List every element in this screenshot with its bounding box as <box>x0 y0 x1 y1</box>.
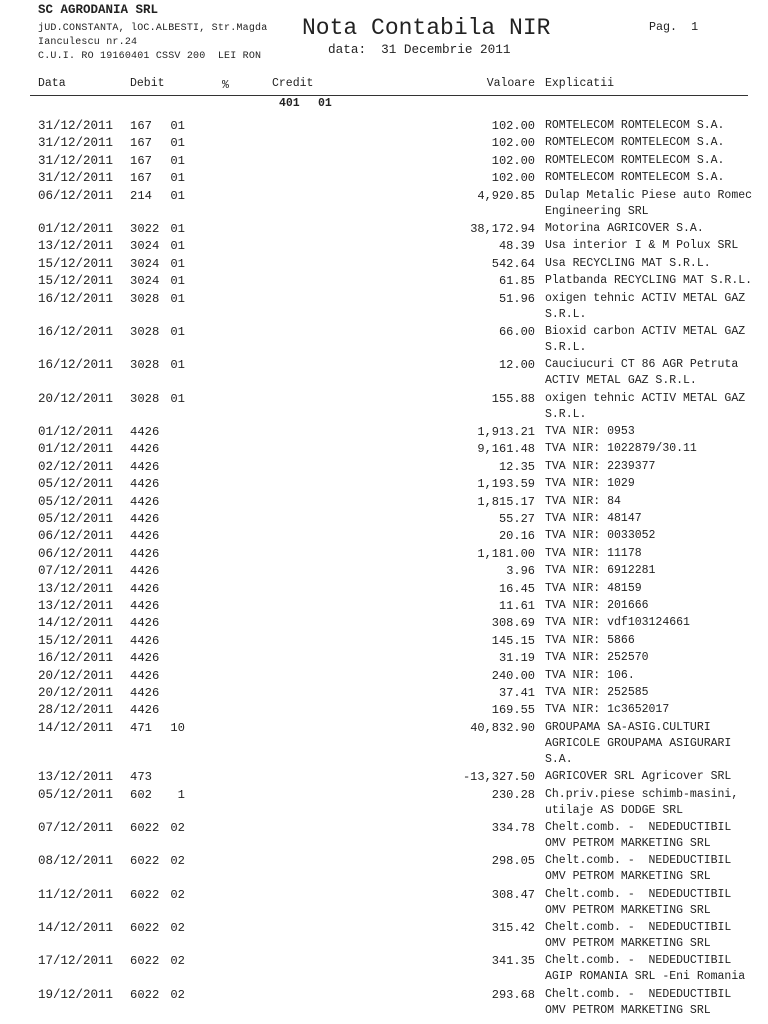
row-value: 315.42 <box>491 921 535 936</box>
row-explanation-line: Chelt.comb. - NEDEDUCTIBIL <box>545 954 732 968</box>
row-debit-account: 4426 <box>130 703 160 718</box>
row-debit-account: 4426 <box>130 616 160 631</box>
row-debit-analytic: 02 <box>170 987 185 1002</box>
row-value: 542.64 <box>491 256 535 271</box>
row-date: 13/12/2011 <box>38 239 114 254</box>
row-date: 28/12/2011 <box>38 703 114 718</box>
row-debit-analytic: 01 <box>170 171 185 186</box>
row-debit-analytic: 01 <box>170 324 185 339</box>
row-debit-account: 3022 <box>130 221 160 236</box>
document-date: 31 Decembrie 2011 <box>381 42 511 57</box>
row-explanation-line: Usa RECYCLING MAT S.R.L. <box>545 256 711 270</box>
table-row <box>0 853 768 886</box>
row-debit-account: 167 <box>130 153 152 168</box>
row-explanation-line: OMV PETROM MARKETING SRL <box>545 903 711 917</box>
row-value: 51.96 <box>498 291 535 306</box>
row-debit-account: 214 <box>130 188 152 203</box>
row-explanation <box>545 188 768 220</box>
table-body <box>0 118 768 1020</box>
row-debit-account: 3028 <box>130 358 160 373</box>
row-debit-account: 6022 <box>130 854 160 869</box>
row-explanation-line: TVA NIR: 2239377 <box>545 459 656 473</box>
row-explanation-line: TVA NIR: 201666 <box>545 598 649 612</box>
row-debit-account: 4426 <box>130 564 160 579</box>
row-explanation <box>545 615 768 631</box>
row-debit-analytic: 1 <box>177 787 185 802</box>
row-debit-analytic: 02 <box>170 820 185 835</box>
row-date: 14/12/2011 <box>38 921 114 936</box>
table-row <box>0 787 768 820</box>
row-explanation <box>545 118 768 134</box>
row-debit-analytic: 01 <box>170 256 185 271</box>
row-value: 11.61 <box>498 598 535 613</box>
row-debit-account: 4426 <box>130 685 160 700</box>
row-explanation <box>545 563 768 579</box>
row-explanation <box>545 238 768 254</box>
table-row <box>0 256 768 273</box>
row-explanation <box>545 920 768 952</box>
table-row <box>0 820 768 853</box>
row-explanation-line: GROUPAMA SA-ASIG.CULTURI <box>545 720 711 734</box>
row-date: 06/12/2011 <box>38 546 114 561</box>
row-value: 20.16 <box>498 529 535 544</box>
row-explanation <box>545 598 768 614</box>
row-debit-analytic: 01 <box>170 391 185 406</box>
row-explanation-line: TVA NIR: 106. <box>545 668 635 682</box>
table-row <box>0 391 768 424</box>
table-row <box>0 953 768 986</box>
table-row <box>0 668 768 685</box>
row-value: 55.27 <box>498 512 535 527</box>
row-explanation <box>545 391 768 423</box>
row-explanation-line: TVA NIR: 84 <box>545 494 621 508</box>
row-value: 145.15 <box>491 633 535 648</box>
row-explanation-line: Ch.priv.piese schimb-masini, <box>545 787 739 801</box>
row-explanation <box>545 820 768 852</box>
table-row <box>0 581 768 598</box>
row-explanation-line: ROMTELECOM ROMTELECOM S.A. <box>545 136 725 150</box>
row-explanation-line: TVA NIR: 1c3652017 <box>545 703 670 717</box>
row-value: 1,913.21 <box>477 425 535 440</box>
table-row <box>0 459 768 476</box>
row-debit-account: 3028 <box>130 391 160 406</box>
row-debit-account: 4426 <box>130 598 160 613</box>
row-explanation-line: Chelt.comb. - NEDEDUCTIBIL <box>545 854 732 868</box>
table-row <box>0 598 768 615</box>
row-debit-analytic: 02 <box>170 854 185 869</box>
row-date: 14/12/2011 <box>38 720 114 735</box>
table-row <box>0 424 768 441</box>
row-explanation-line: oxigen tehnic ACTIV METAL GAZ <box>545 391 746 405</box>
row-explanation-line: OMV PETROM MARKETING SRL <box>545 937 711 951</box>
row-explanation-line: Chelt.comb. - NEDEDUCTIBIL <box>545 820 732 834</box>
row-explanation <box>545 528 768 544</box>
row-explanation-line: ACTIV METAL GAZ S.R.L. <box>545 374 697 388</box>
row-date: 02/12/2011 <box>38 459 114 474</box>
row-date: 20/12/2011 <box>38 391 114 406</box>
row-explanation <box>545 685 768 701</box>
row-value: 293.68 <box>491 987 535 1002</box>
row-explanation-line: TVA NIR: 11178 <box>545 546 642 560</box>
row-value: 341.35 <box>491 954 535 969</box>
row-value: 16.45 <box>498 581 535 596</box>
row-value: 37.41 <box>498 685 535 700</box>
row-debit-analytic: 01 <box>170 358 185 373</box>
row-debit-analytic: 02 <box>170 954 185 969</box>
row-value: 240.00 <box>491 668 535 683</box>
row-explanation-line: AGRICOVER SRL Agricover SRL <box>545 770 732 784</box>
table-row <box>0 563 768 580</box>
row-date: 15/12/2011 <box>38 256 114 271</box>
row-explanation-line: S.R.L. <box>545 340 587 354</box>
row-debit-account: 3028 <box>130 291 160 306</box>
row-debit-account: 4426 <box>130 581 160 596</box>
row-debit-analytic: 01 <box>170 274 185 289</box>
row-value: 334.78 <box>491 820 535 835</box>
row-date: 05/12/2011 <box>38 512 114 527</box>
col-header-data: Data <box>38 77 66 90</box>
row-explanation <box>545 494 768 510</box>
row-date: 20/12/2011 <box>38 668 114 683</box>
row-explanation-line: Engineering SRL <box>545 204 649 218</box>
row-explanation <box>545 357 768 389</box>
table-row <box>0 118 768 135</box>
row-value: 298.05 <box>491 854 535 869</box>
row-explanation-line: TVA NIR: 1022879/30.11 <box>545 442 697 456</box>
row-debit-analytic: 01 <box>170 153 185 168</box>
row-value: 61.85 <box>498 274 535 289</box>
table-row <box>0 633 768 650</box>
row-explanation-line: Chelt.comb. - NEDEDUCTIBIL <box>545 921 732 935</box>
row-debit-analytic: 01 <box>170 188 185 203</box>
row-explanation-line: TVA NIR: vdf103124661 <box>545 616 690 630</box>
row-explanation <box>545 135 768 151</box>
row-debit-account: 4426 <box>130 651 160 666</box>
row-debit-account: 4426 <box>130 459 160 474</box>
row-explanation <box>545 546 768 562</box>
row-explanation-line: TVA NIR: 5866 <box>545 633 635 647</box>
row-explanation <box>545 291 768 323</box>
row-explanation <box>545 853 768 885</box>
table-row <box>0 357 768 390</box>
table-row <box>0 494 768 511</box>
table-row <box>0 511 768 528</box>
row-value: 102.00 <box>491 153 535 168</box>
credit-analytic: 01 <box>318 97 332 110</box>
row-date: 05/12/2011 <box>38 494 114 509</box>
row-debit-account: 471 <box>130 720 152 735</box>
row-explanation <box>545 953 768 985</box>
row-value: 102.00 <box>491 171 535 186</box>
row-value: 1,815.17 <box>477 494 535 509</box>
row-value: 1,193.59 <box>477 477 535 492</box>
company-address-line-2: Ianculescu nr.24 <box>38 37 138 48</box>
row-value: 3.96 <box>506 564 535 579</box>
table-row <box>0 238 768 255</box>
row-date: 13/12/2011 <box>38 770 114 785</box>
row-explanation-line: S.R.L. <box>545 307 587 321</box>
document-date-label: data: <box>328 42 367 57</box>
row-explanation <box>545 476 768 492</box>
row-date: 07/12/2011 <box>38 820 114 835</box>
row-debit-account: 6022 <box>130 887 160 902</box>
table-row <box>0 188 768 221</box>
row-debit-account: 4426 <box>130 442 160 457</box>
row-value: 102.00 <box>491 136 535 151</box>
row-explanation <box>545 887 768 919</box>
credit-account: 401 <box>279 97 300 110</box>
row-value: 40,832.90 <box>470 720 535 735</box>
row-explanation-line: S.A. <box>545 752 573 766</box>
row-date: 07/12/2011 <box>38 564 114 579</box>
document-title: Nota Contabila NIR <box>302 15 551 41</box>
table-row <box>0 769 768 786</box>
col-header-explicatii: Explicatii <box>545 77 615 90</box>
row-value: 1,181.00 <box>477 546 535 561</box>
row-explanation-line: TVA NIR: 1029 <box>545 477 635 491</box>
row-value: 155.88 <box>491 391 535 406</box>
row-date: 16/12/2011 <box>38 358 114 373</box>
page-indicator <box>649 20 698 34</box>
row-explanation-line: AGRICOLE GROUPAMA ASIGURARI <box>545 736 732 750</box>
row-debit-account: 6022 <box>130 921 160 936</box>
row-explanation <box>545 256 768 272</box>
row-value: 9,161.48 <box>477 442 535 457</box>
row-debit-account: 4426 <box>130 668 160 683</box>
row-debit-account: 4426 <box>130 425 160 440</box>
row-value: 12.35 <box>498 459 535 474</box>
row-explanation <box>545 273 768 289</box>
row-value: -13,327.50 <box>462 770 535 785</box>
col-header-debit: Debit <box>130 77 165 90</box>
row-date: 13/12/2011 <box>38 581 114 596</box>
row-explanation <box>545 650 768 666</box>
row-date: 19/12/2011 <box>38 987 114 1002</box>
row-explanation <box>545 441 768 457</box>
row-explanation-line: TVA NIR: 6912281 <box>545 564 656 578</box>
row-explanation <box>545 459 768 475</box>
row-date: 01/12/2011 <box>38 425 114 440</box>
row-explanation-line: Chelt.comb. - NEDEDUCTIBIL <box>545 887 732 901</box>
row-explanation <box>545 769 768 785</box>
row-date: 31/12/2011 <box>38 136 114 151</box>
row-value: 66.00 <box>498 324 535 339</box>
row-explanation-line: OMV PETROM MARKETING SRL <box>545 836 711 850</box>
row-explanation-line: ROMTELECOM ROMTELECOM S.A. <box>545 171 725 185</box>
row-debit-account: 473 <box>130 770 152 785</box>
row-debit-analytic: 01 <box>170 239 185 254</box>
table-row <box>0 324 768 357</box>
row-debit-analytic: 01 <box>170 221 185 236</box>
row-debit-account: 3024 <box>130 274 160 289</box>
row-explanation <box>545 324 768 356</box>
table-row <box>0 987 768 1020</box>
row-debit-account: 4426 <box>130 512 160 527</box>
row-date: 06/12/2011 <box>38 529 114 544</box>
row-explanation <box>545 702 768 718</box>
row-value: 31.19 <box>498 651 535 666</box>
row-value: 308.47 <box>491 887 535 902</box>
row-debit-account: 6022 <box>130 954 160 969</box>
row-value: 102.00 <box>491 119 535 133</box>
row-explanation <box>545 787 768 819</box>
row-debit-account: 4426 <box>130 477 160 492</box>
row-explanation <box>545 668 768 684</box>
row-value: 38,172.94 <box>470 221 535 236</box>
row-date: 16/12/2011 <box>38 291 114 306</box>
row-debit-account: 167 <box>130 119 152 133</box>
row-date: 01/12/2011 <box>38 221 114 236</box>
row-explanation <box>545 633 768 649</box>
row-date: 06/12/2011 <box>38 188 114 203</box>
row-explanation-line: TVA NIR: 48147 <box>545 512 642 526</box>
row-explanation-line: utilaje AS DODGE SRL <box>545 803 684 817</box>
col-header-credit: Credit <box>272 77 314 90</box>
row-explanation <box>545 221 768 237</box>
row-explanation-line: Motorina AGRICOVER S.A. <box>545 221 704 235</box>
row-explanation-line: Usa interior I & M Polux SRL <box>545 239 739 253</box>
row-explanation-line: Chelt.comb. - NEDEDUCTIBIL <box>545 987 732 1001</box>
row-debit-account: 4426 <box>130 494 160 509</box>
table-row <box>0 887 768 920</box>
row-date: 31/12/2011 <box>38 153 114 168</box>
table-row <box>0 135 768 152</box>
row-debit-account: 4426 <box>130 546 160 561</box>
table-row <box>0 685 768 702</box>
table-row <box>0 920 768 953</box>
row-debit-analytic: 02 <box>170 887 185 902</box>
row-date: 17/12/2011 <box>38 954 114 969</box>
row-explanation <box>545 581 768 597</box>
header-divider <box>30 95 748 96</box>
row-date: 16/12/2011 <box>38 324 114 339</box>
row-explanation <box>545 153 768 169</box>
row-explanation-line: Cauciucuri CT 86 AGR Petruta <box>545 358 739 372</box>
row-debit-account: 167 <box>130 136 152 151</box>
row-debit-analytic: 02 <box>170 921 185 936</box>
row-date: 16/12/2011 <box>38 651 114 666</box>
row-explanation <box>545 170 768 186</box>
company-fiscal-info: C.U.I. RO 19160401 CSSV 200 LEI RON <box>38 51 262 62</box>
row-date: 01/12/2011 <box>38 442 114 457</box>
row-explanation-line: TVA NIR: 252570 <box>545 651 649 665</box>
row-explanation-line: OMV PETROM MARKETING SRL <box>545 1003 711 1017</box>
row-value: 308.69 <box>491 616 535 631</box>
row-debit-analytic: 01 <box>170 291 185 306</box>
row-explanation-line: S.R.L. <box>545 407 587 421</box>
row-date: 13/12/2011 <box>38 598 114 613</box>
row-value: 230.28 <box>491 787 535 802</box>
row-debit-account: 6022 <box>130 820 160 835</box>
row-value: 12.00 <box>498 358 535 373</box>
row-date: 14/12/2011 <box>38 616 114 631</box>
row-explanation-line: Dulap Metalic Piese auto Romec <box>545 188 753 202</box>
row-debit-analytic: 01 <box>170 136 185 151</box>
row-date: 15/12/2011 <box>38 633 114 648</box>
row-date: 05/12/2011 <box>38 787 114 802</box>
company-address-line-1: jUD.CONSTANTA, lOC.ALBESTI, Str.Magda <box>38 23 268 34</box>
row-value: 169.55 <box>491 703 535 718</box>
page-label: Pag. <box>649 20 678 34</box>
table-row <box>0 221 768 238</box>
row-explanation-line: OMV PETROM MARKETING SRL <box>545 870 711 884</box>
row-date: 05/12/2011 <box>38 477 114 492</box>
page-number: 1 <box>691 20 699 34</box>
row-explanation <box>545 424 768 440</box>
row-date: 31/12/2011 <box>38 171 114 186</box>
table-row <box>0 291 768 324</box>
table-row <box>0 528 768 545</box>
table-row <box>0 153 768 170</box>
row-explanation-line: ROMTELECOM ROMTELECOM S.A. <box>545 153 725 167</box>
row-debit-account: 3024 <box>130 239 160 254</box>
row-explanation-line: TVA NIR: 0033052 <box>545 529 656 543</box>
row-explanation-line: Platbanda RECYCLING MAT S.R.L. <box>545 274 753 288</box>
table-row <box>0 650 768 667</box>
table-row <box>0 702 768 719</box>
row-value: 4,920.85 <box>477 188 535 203</box>
row-debit-account: 602 <box>130 787 152 802</box>
row-value: 48.39 <box>498 239 535 254</box>
row-date: 11/12/2011 <box>38 887 114 902</box>
row-debit-analytic: 01 <box>170 119 185 133</box>
row-date: 20/12/2011 <box>38 685 114 700</box>
row-explanation-line: ROMTELECOM ROMTELECOM S.A. <box>545 119 725 132</box>
table-row <box>0 476 768 493</box>
row-debit-account: 4426 <box>130 633 160 648</box>
col-header-valoare: Valoare <box>486 77 535 90</box>
row-debit-analytic: 10 <box>170 720 185 735</box>
document-date-line <box>328 42 511 58</box>
row-debit-account: 6022 <box>130 987 160 1002</box>
row-explanation-line: Bioxid carbon ACTIV METAL GAZ <box>545 324 746 338</box>
table-row <box>0 441 768 458</box>
row-explanation-line: TVA NIR: 0953 <box>545 425 635 439</box>
table-row <box>0 170 768 187</box>
row-date: 15/12/2011 <box>38 274 114 289</box>
col-header-percent: % <box>222 79 229 92</box>
row-explanation <box>545 511 768 527</box>
row-debit-account: 4426 <box>130 529 160 544</box>
table-row <box>0 273 768 290</box>
row-explanation-line: oxigen tehnic ACTIV METAL GAZ <box>545 291 746 305</box>
row-debit-account: 3028 <box>130 324 160 339</box>
row-explanation <box>545 720 768 768</box>
company-name: SC AGRODANIA SRL <box>38 3 159 17</box>
row-debit-account: 3024 <box>130 256 160 271</box>
row-date: 31/12/2011 <box>38 119 114 133</box>
table-row <box>0 720 768 769</box>
row-explanation-line: TVA NIR: 48159 <box>545 581 642 595</box>
row-explanation-line: AGIP ROMANIA SRL -Eni Romania <box>545 970 746 984</box>
row-date: 08/12/2011 <box>38 854 114 869</box>
row-explanation <box>545 987 768 1019</box>
row-explanation-line: TVA NIR: 252585 <box>545 685 649 699</box>
table-row <box>0 546 768 563</box>
table-row <box>0 615 768 632</box>
row-debit-account: 167 <box>130 171 152 186</box>
